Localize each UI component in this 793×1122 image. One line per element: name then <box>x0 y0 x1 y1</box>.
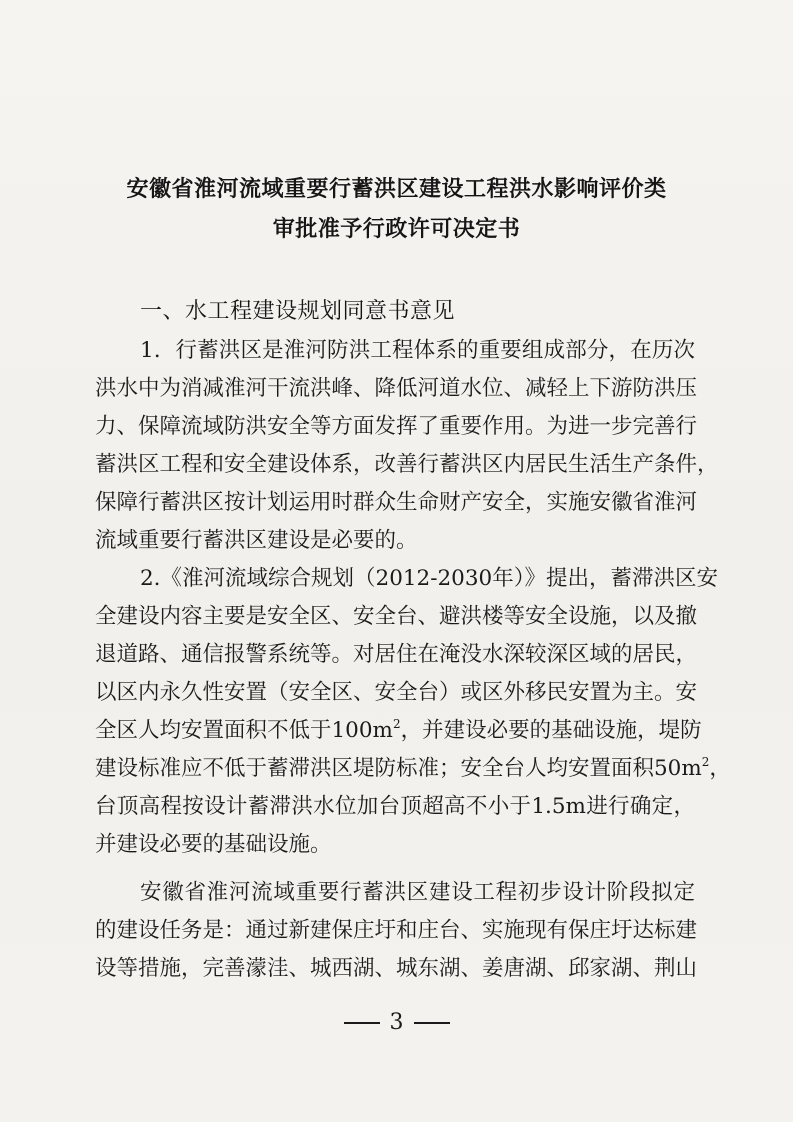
paragraph-1-line-6: 流域重要行蓄洪区建设是必要的。 <box>95 528 418 553</box>
paragraph-3-line-2: 的建设任务是：通过新建保庄圩和庄台、实施现有保庄圩达标建 <box>95 918 698 943</box>
paragraph-3-line-1: 安徽省淮河流域重要行蓄洪区建设工程初步设计阶段拟定 <box>140 880 695 905</box>
page-number-dash-left <box>344 1022 380 1024</box>
page-number <box>0 1010 793 1035</box>
paragraph-1-line-3: 力、保障流域防洪安全等方面发挥了重要作用。为进一步完善行 <box>95 414 698 439</box>
paragraph-1-line-4: 蓄洪区工程和安全建设体系，改善行蓄洪区内居民生活生产条件， <box>95 452 719 477</box>
section-heading: 一、水工程建设规划同意书意见 <box>140 299 456 324</box>
line-5-text-b: ，并建设必要的基础设施，堤防 <box>400 718 702 743</box>
paragraph-2-line-7: 台顶高程按设计蓄滞洪水位加台顶超高不小于1.5m进行确定， <box>95 794 695 819</box>
paragraph-2-line-8: 并建设必要的基础设施。 <box>95 832 332 857</box>
document-title-line-1: 安徽省淮河流域重要行蓄洪区建设工程洪水影响评价类 <box>126 177 667 202</box>
line-6-comma: ， <box>709 756 731 781</box>
paragraph-1-line-2: 洪水中为消减淮河干流洪峰、降低河道水位、减轻上下游防洪压 <box>95 376 698 401</box>
paragraph-2-line-6 <box>95 754 731 784</box>
paragraph-2-line-4: 以区内永久性安置（安全区、安全台）或区外移民安置为主。安 <box>95 680 698 705</box>
line-6-text: 建设标准应不低于蓄滞洪区堤防标准；安全台人均安置面积50m <box>95 756 702 781</box>
paragraph-2-line-1: 2.《淮河流域综合规划（2012-2030年）》提出，蓄滞洪区安 <box>140 566 718 591</box>
paragraph-2-line-2: 全建设内容主要是安全区、安全台、避洪楼等安全设施，以及撤 <box>95 604 698 629</box>
superscript-2b: 2 <box>701 755 710 769</box>
document-title-line-2: 审批准予行政许可决定书 <box>272 217 521 242</box>
line-5-text-a: 全区人均安置面积不低于100m <box>95 718 393 743</box>
paragraph-3-line-3: 设等措施，完善濛洼、城西湖、城东湖、姜唐湖、邱家湖、荆山 <box>95 956 698 981</box>
superscript-2: 2 <box>392 717 401 731</box>
paragraph-2-line-3: 退道路、通信报警系统等。对居住在淹没水深较深区域的居民， <box>95 642 698 667</box>
page-number-value: 3 <box>389 1010 404 1035</box>
page-number-dash-right <box>414 1022 450 1024</box>
paragraph-1-line-1: 1．行蓄洪区是淮河防洪工程体系的重要组成部分，在历次 <box>140 338 695 363</box>
paragraph-1-line-5: 保障行蓄洪区按计划运用时群众生命财产安全，实施安徽省淮河 <box>95 490 698 515</box>
paragraph-2-line-5 <box>95 716 702 746</box>
